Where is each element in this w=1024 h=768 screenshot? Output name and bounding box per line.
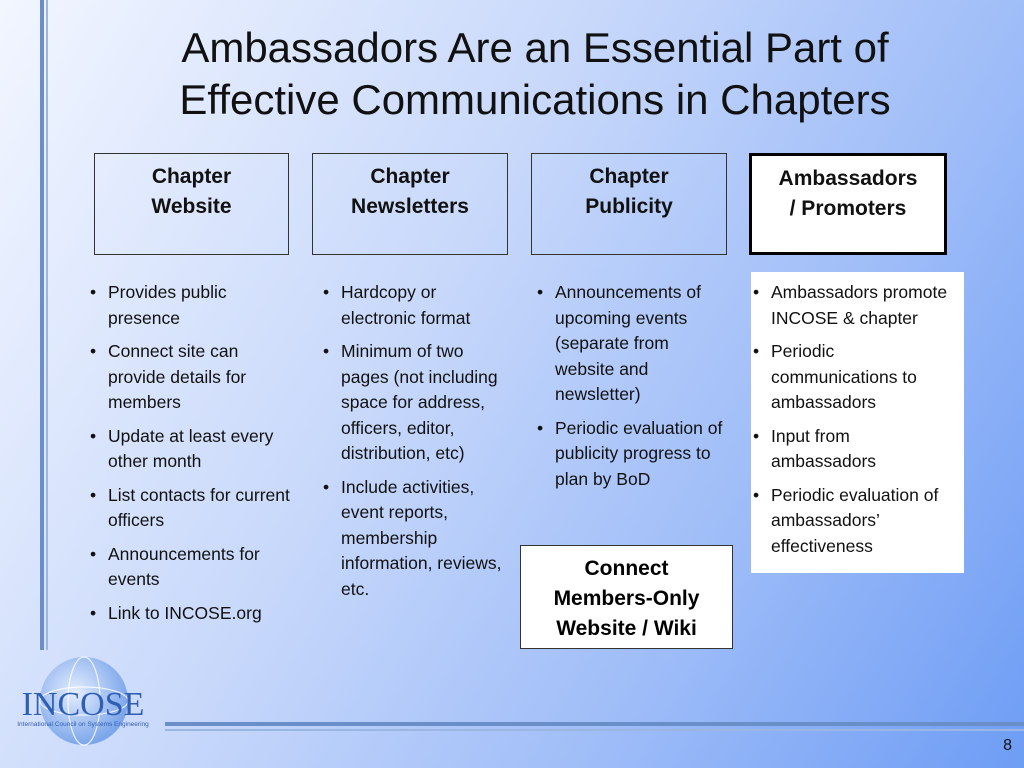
header-line2: Newsletters xyxy=(351,195,469,218)
page-number: 8 xyxy=(1003,737,1012,754)
header-line2: Website xyxy=(151,195,232,218)
header-line1: Chapter xyxy=(589,165,669,188)
header-line1: Ambassadors xyxy=(778,167,918,190)
header-ambassadors-promoters xyxy=(749,153,947,255)
header-chapter-newsletters xyxy=(312,153,508,255)
bullet-item: • Hardcopy or electronic format xyxy=(321,280,516,331)
footer-accent-line xyxy=(165,722,1024,726)
bullet-item: • Provides public presence xyxy=(88,280,293,331)
bullet-item: • Minimum of two pages (not including space for address, officers, editor, distribution, etc) xyxy=(321,339,516,467)
connect-line2: Members-Only xyxy=(553,587,700,610)
ambassadors-bullets xyxy=(751,272,964,573)
bullet-item: • Periodic evaluation of publicity progress to plan by BoD xyxy=(535,416,730,493)
left-accent-line xyxy=(40,0,44,650)
bullet-item: • Announcements for events xyxy=(88,542,293,593)
bullet-item: • Ambassadors promote INCOSE & chapter xyxy=(751,280,956,331)
header-line1: Chapter xyxy=(151,165,232,188)
logo-subtext: International Council on Systems Engineering xyxy=(17,721,149,728)
header-line1: Chapter xyxy=(370,165,450,188)
connect-line1: Connect xyxy=(584,557,669,580)
bullet-item: • Input from ambassadors xyxy=(751,424,956,475)
bullet-item: • Update at least every other month xyxy=(88,424,293,475)
header-line2: Publicity xyxy=(585,195,673,218)
header-chapter-website xyxy=(94,153,289,255)
left-accent-line-thin xyxy=(46,0,48,650)
footer-accent-line-thin xyxy=(165,729,1024,731)
bullet-item: • Announcements of upcoming events (separate from website and newsletter) xyxy=(535,280,730,408)
publicity-bullets xyxy=(535,280,730,500)
bullet-item: • Periodic evaluation of ambassadors’ effectiveness xyxy=(751,483,956,560)
logo-text: INCOSE xyxy=(21,686,145,723)
header-chapter-publicity xyxy=(531,153,727,255)
slide-title: Ambassadors Are an Essential Part of Effective Communications in Chapters xyxy=(179,24,891,123)
header-line2: / Promoters xyxy=(789,197,907,220)
bullet-item: • List contacts for current officers xyxy=(88,483,293,534)
bullet-item: • Link to INCOSE.org xyxy=(88,601,293,627)
connect-wiki-box xyxy=(520,545,733,649)
incose-logo xyxy=(8,655,158,755)
bullet-item: • Periodic communications to ambassadors xyxy=(751,339,956,416)
bullet-item: • Connect site can provide details for members xyxy=(88,339,293,416)
website-bullets xyxy=(88,280,293,634)
connect-line3: Website / Wiki xyxy=(556,617,697,640)
bullet-item: • Include activities, event reports, membership information, reviews, etc. xyxy=(321,475,516,603)
newsletters-bullets xyxy=(321,280,516,610)
